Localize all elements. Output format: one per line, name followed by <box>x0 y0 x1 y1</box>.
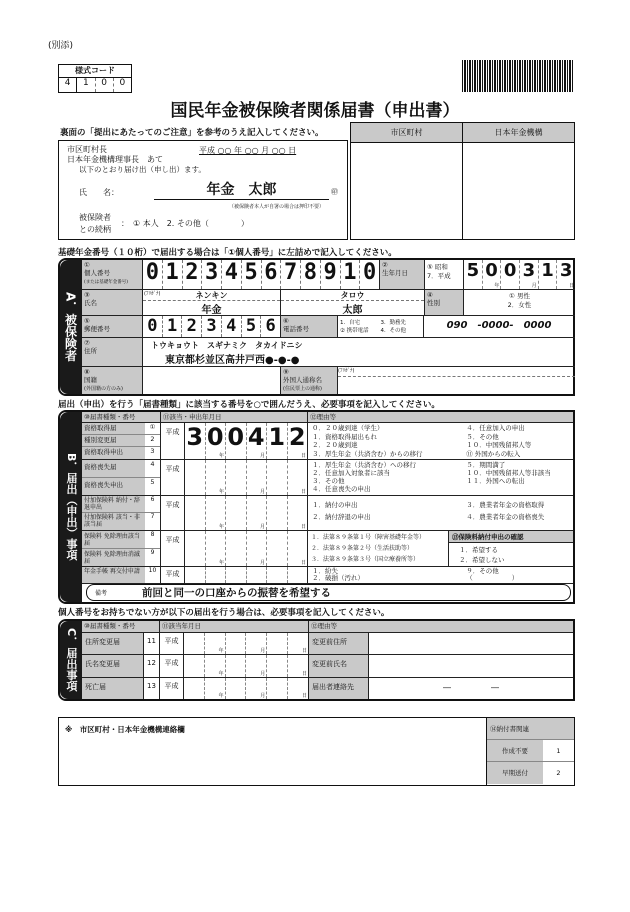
liaison-label: ※ 市区町村・日本年金機構連絡欄 <box>65 725 185 734</box>
unit-year: 年 <box>218 524 224 530</box>
reason-value[interactable] <box>369 655 573 676</box>
reason-option[interactable]: ５．その他 <box>466 432 499 441</box>
type-name: 死亡届 <box>82 678 144 699</box>
type-name: 資格喪失届 <box>82 460 145 477</box>
barcode <box>462 60 574 92</box>
type-number[interactable]: 12 <box>144 655 160 676</box>
reason-option[interactable]: ４．任意加入の申出 <box>466 424 525 432</box>
name-first[interactable]: 太郎 <box>342 305 363 316</box>
type-number[interactable]: 7 <box>150 513 155 520</box>
unit-month: 月 <box>260 692 266 699</box>
digit: 3 <box>559 260 573 281</box>
instruction-c: 個人番号をお持ちでない方が以下の届出を行う場合は、必要事項を記入してください。 <box>58 608 390 618</box>
applicant-box <box>58 140 348 240</box>
era-label: 平成 <box>161 460 185 495</box>
reason-option[interactable]: １．納付の申出 <box>312 501 358 509</box>
type-number[interactable]: 5 <box>150 478 155 486</box>
digit: 0 <box>227 423 245 451</box>
alias-sub: (住民票上の通称) <box>283 386 322 392</box>
unit-day: 日 <box>300 524 306 530</box>
digit: 0 <box>143 316 163 336</box>
reason-option[interactable]: １．紛失 <box>312 567 338 575</box>
unit-month: 月 <box>260 648 266 655</box>
unit-day: 日 <box>300 560 306 566</box>
alias-label: ⑨ 外国人通称名 <box>283 368 322 384</box>
unit-day: 日 <box>300 489 306 495</box>
reason-option-selected[interactable]: ⑪ 外国からの転入 <box>466 449 521 458</box>
attachment-label: (別添) <box>48 41 74 51</box>
era-showa[interactable]: ⑤ 昭和 <box>427 263 448 271</box>
reason-option[interactable]: ３．農業者年金の資格取得 <box>466 501 545 509</box>
nationality-label: ⑧ 国籍 <box>84 368 97 384</box>
reason-option[interactable]: ３．厚生年金（共済含む）からの移行 <box>312 449 423 458</box>
reason-option[interactable]: １．法第８９条第１号（障害基礎年金等） <box>311 534 426 541</box>
postal-code-field[interactable] <box>143 316 281 336</box>
reason-option[interactable]: ４．農業者年金の資格喪失 <box>466 513 545 521</box>
relation-options[interactable]: ： ① 本人 2. その他（ ） <box>121 219 249 228</box>
digit: 0 <box>485 260 498 281</box>
reason-option[interactable]: ４．任意喪失の申出 <box>312 485 371 493</box>
personal-number-field[interactable] <box>143 260 380 289</box>
payment-option-number[interactable]: 2 <box>556 769 561 777</box>
era-label: 平成 <box>160 655 184 676</box>
office-col-municipality: 市区町村 <box>351 123 462 143</box>
reason-option[interactable]: ２．２０歳到達 <box>312 441 358 449</box>
phone-label: ⑥ 電話番号 <box>281 316 338 336</box>
type-number[interactable]: 3 <box>150 447 155 455</box>
reason-label: 変更前氏名 <box>309 655 369 676</box>
reason-option[interactable]: ２．任意加入対象者に該当 <box>312 469 390 477</box>
unit-day: 日 <box>301 692 307 699</box>
type-name: 保険料 免除理由消滅届 <box>82 549 145 566</box>
name-last[interactable]: 年金 <box>201 305 222 316</box>
payment-confirm-label: ⑬保険料納付申出の確認 <box>449 531 573 543</box>
relation-label-2: との続柄 <box>79 225 111 234</box>
era-label: 平成 <box>160 633 184 654</box>
type-name: 年金手帳 再交付申請 <box>82 567 145 583</box>
type-number[interactable]: 2 <box>150 435 155 443</box>
statement: 以下のとおり届け出（申し出）ます。 <box>79 165 206 174</box>
reason-option[interactable]: ３．法第８９条第３号（国立療養所等） <box>311 556 420 563</box>
kana-last[interactable]: ネンキン <box>143 290 280 301</box>
type-number[interactable]: 9 <box>150 549 155 556</box>
reason-option[interactable]: ２．破損（汚れ） <box>312 574 364 582</box>
digit: 1 <box>163 260 183 289</box>
digit: 4 <box>247 423 265 451</box>
notice-text: 裏面の「提出にあたってのご注意」を参考のうえ記入してください。 <box>60 128 324 138</box>
era-label: 平成 <box>161 496 185 530</box>
address-kana[interactable]: トウキョウト スギナミク タカイドニシ <box>151 340 303 350</box>
digit: 6 <box>265 316 276 337</box>
phone-type-other[interactable]: 4．その他 <box>380 328 406 335</box>
reason-label: 届出者連絡先 <box>309 678 369 699</box>
reason-value[interactable]: ― ― <box>443 682 499 692</box>
digit: 0 <box>143 260 163 289</box>
unit-day: 日 <box>301 670 307 677</box>
digit: 2 <box>288 423 306 451</box>
payment-option-number[interactable]: 1 <box>556 747 561 755</box>
page-title: 国民年金被保険者関係届書（申出書） <box>170 101 460 121</box>
phone-type-home[interactable]: 1．自宅 <box>340 320 360 327</box>
nationality-sub: (外国籍の方のみ) <box>84 386 123 392</box>
reason-label: 変更前住所 <box>309 633 369 654</box>
digit: 9 <box>321 260 341 289</box>
office-use-box <box>350 122 575 240</box>
reason-option[interactable]: ０．２０歳到達（学生） <box>312 424 384 432</box>
reason-option[interactable]: ３．その他 <box>312 477 345 485</box>
name-field-label: ③ 氏名 <box>82 290 143 315</box>
name-label: 氏 名： <box>79 188 119 197</box>
section-c <box>58 619 575 701</box>
era-label: 平成 <box>161 531 185 566</box>
digit: 3 <box>202 260 222 289</box>
kana-first[interactable]: タロウ <box>281 290 424 301</box>
sex-label: ④ 性別 <box>425 290 464 315</box>
unit-year: 年 <box>218 692 224 699</box>
digit: 0 <box>206 423 224 451</box>
addressee-mayor: 市区町村長 <box>67 145 107 154</box>
digit: 4 <box>222 316 242 336</box>
unit-day: 日 <box>300 453 306 459</box>
digit: 4 <box>222 260 242 289</box>
date-field-3[interactable] <box>161 496 308 530</box>
phone-number[interactable]: 090 -0000- 0000 <box>446 320 552 332</box>
unit-year: 年 <box>218 670 224 677</box>
furigana-label: (ﾌﾘｶﾞﾅ) <box>144 291 161 298</box>
era-heisei[interactable]: 7．平成 <box>427 272 451 280</box>
nationality-field[interactable] <box>143 367 281 394</box>
unit-year: 年 <box>218 453 224 459</box>
reason-option[interactable]: １０．中国残留邦人等非該当 <box>466 469 551 477</box>
era-label: 平成 <box>160 678 184 699</box>
addressee-pension: 日本年金機構理事長 あて <box>67 155 163 164</box>
unit-year: 年 <box>218 489 224 495</box>
unit-month: 月 <box>259 453 265 459</box>
unit-month: 月 <box>259 560 265 566</box>
type-number[interactable]: 13 <box>144 678 160 699</box>
unit-month: 月 <box>259 489 265 495</box>
digit: 8 <box>301 260 321 289</box>
submission-date[interactable]: 平成 ○○ 年 ○○ 月 ○○ 日 <box>199 146 297 155</box>
type-number[interactable]: 8 <box>150 531 155 538</box>
header-date: ⑪該当年月日 <box>160 621 309 632</box>
digit: 2 <box>183 260 203 289</box>
type-name: 付加保険料 該当・非該当届 <box>82 513 145 530</box>
digit: 5 <box>242 260 262 289</box>
reason-option[interactable]: １１．外国への転出 <box>466 477 525 485</box>
date-field-5[interactable] <box>161 567 308 583</box>
date-field[interactable] <box>160 655 309 676</box>
form-code-box <box>58 64 132 93</box>
reason-option[interactable]: ２．納付辞退の申出 <box>312 513 371 521</box>
applicant-name[interactable]: 年金 太郎 <box>154 179 329 200</box>
form-code-digit: 0 <box>119 78 126 88</box>
digit: 3 <box>202 316 222 336</box>
digit: 0 <box>363 260 377 285</box>
type-number-selected[interactable]: ① <box>149 423 156 431</box>
header-type: ⑩届書種類・番号 <box>82 621 160 632</box>
liaison-box <box>58 717 575 786</box>
form-code-digit: 1 <box>77 78 95 92</box>
alias-field[interactable] <box>338 367 575 394</box>
reason-option[interactable]: （ ） <box>466 574 519 582</box>
reason-value[interactable] <box>369 633 573 654</box>
seal-mark: ㊞ <box>331 188 338 196</box>
era-label: 平成 <box>161 423 185 459</box>
digit: 6 <box>262 260 282 289</box>
form-code-digit: 4 <box>59 78 77 92</box>
header-reason: ⑫理由等 <box>310 413 336 421</box>
birth-date-field[interactable] <box>464 260 575 289</box>
instruction-a: 基礎年金番号（１０桁）で届出する場合は「①個人番号」に左詰めで記入してください。 <box>58 248 397 258</box>
digit: 5 <box>466 260 480 281</box>
confirm-option-yes[interactable]: １．希望する <box>459 546 498 554</box>
reason-option[interactable]: ９．その他 <box>466 567 499 575</box>
reason-option[interactable]: １０．中国残留邦人等 <box>466 441 532 449</box>
relation-label: 被保険者 <box>79 213 111 222</box>
alias-furigana-label: (ﾌﾘｶﾞﾅ) <box>338 367 575 377</box>
digit: 3 <box>522 260 536 281</box>
type-number[interactable]: 10 <box>148 567 157 574</box>
remarks-label: 備考 <box>95 590 108 597</box>
remarks-value[interactable]: 前回と同一の口座からの振替を希望する <box>142 587 331 599</box>
type-name: 資格喪失申出 <box>82 478 145 495</box>
section-c-label: C．届出事項 <box>60 621 82 699</box>
phone-type-mobile[interactable]: ② 携帯電話 <box>340 328 369 335</box>
date-field[interactable] <box>160 678 309 699</box>
personal-number-sub: (または基礎年金番号) <box>84 280 129 285</box>
digit: 1 <box>268 423 286 451</box>
sex-female[interactable]: 2．女性 <box>507 301 532 310</box>
confirm-option-no[interactable]: ２．希望しない <box>459 556 505 564</box>
birth-label: ② 生年月日 <box>380 260 425 289</box>
type-name: 資格取得届 <box>82 423 145 434</box>
type-number[interactable]: 6 <box>150 496 155 503</box>
type-number[interactable]: 11 <box>144 633 160 654</box>
digit: 2 <box>182 316 202 336</box>
form-code-label: 様式コード <box>59 65 131 78</box>
header-date: ⑪該当・申出年月日 <box>161 412 308 422</box>
type-name: 付加保険料 納付・辞退申出 <box>82 496 145 512</box>
digit: 5 <box>242 316 262 336</box>
digit: 0 <box>503 260 517 281</box>
type-name: 住所変更届 <box>82 633 144 654</box>
office-col-pension-org: 日本年金機構 <box>463 123 574 143</box>
unit-day: 日 <box>569 283 575 290</box>
reason-option[interactable]: １．資格取得届出もれ <box>312 432 377 441</box>
unit-month: 月 <box>259 524 265 530</box>
section-a-label: A．被保険者 <box>60 260 82 394</box>
address-label: ⑦ 住所 <box>82 338 143 366</box>
digit: 1 <box>541 260 554 281</box>
table-row <box>82 633 573 655</box>
type-name: 保険料 免除理由該当届 <box>82 531 145 548</box>
reason-option[interactable]: １．厚生年金（共済含む）への移行 <box>312 461 416 469</box>
section-a <box>58 258 575 396</box>
type-name: 資格取得申出 <box>82 447 145 459</box>
postal-label: ⑤ 郵便番号 <box>82 316 143 336</box>
form-code-digit: 0 <box>96 78 114 92</box>
header-reason: ⑫理由等 <box>311 622 337 630</box>
reason-option[interactable]: ５．期間満了 <box>466 461 506 469</box>
digit: 3 <box>186 423 204 451</box>
payment-slip-label: ⑭納付書関連 <box>487 718 574 740</box>
header-type: ⑩届書種類・番号 <box>82 412 161 422</box>
date-field[interactable] <box>160 633 309 654</box>
digit: 7 <box>281 260 301 289</box>
unit-day: 日 <box>301 648 307 655</box>
seal-note: （被保険者本人が自署の場合は押印不要） <box>229 204 325 210</box>
era-label: 平成 <box>161 567 185 583</box>
digit: 1 <box>341 260 361 289</box>
unit-year: 年 <box>494 283 500 290</box>
phone-type-work[interactable]: 3．勤務先 <box>380 320 406 327</box>
unit-month: 月 <box>531 283 537 290</box>
table-row <box>82 655 573 677</box>
unit-year: 年 <box>218 648 224 655</box>
reason-option[interactable]: ２．法第８９条第２号（生活扶助等） <box>311 545 414 552</box>
digit: 1 <box>163 316 183 336</box>
table-row <box>82 678 573 699</box>
unit-month: 月 <box>260 670 266 677</box>
section-b <box>58 410 575 604</box>
type-name: 種別変更届 <box>82 435 145 446</box>
payment-option-name: 作成不要 <box>487 740 543 761</box>
date-field-4[interactable] <box>161 531 308 566</box>
instruction-b: 届出（申出）を行う「届書種類」に該当する番号を○で囲んだうえ、必要事項を記入してください。 <box>58 400 440 410</box>
type-name: 氏名変更届 <box>82 655 144 676</box>
payment-option-name: 早期送付 <box>487 762 543 784</box>
type-number[interactable]: 4 <box>150 460 155 468</box>
date-field-1[interactable] <box>161 423 308 459</box>
personal-number-label: ① 個人番号 <box>84 261 110 277</box>
address-value[interactable]: 東京都杉並区高井戸西●-●-● <box>165 354 300 366</box>
unit-year: 年 <box>218 560 224 566</box>
section-b-label: B．届出（申出）事項 <box>60 412 82 602</box>
date-field-2[interactable] <box>161 460 308 495</box>
sex-male[interactable]: ① 男性 <box>509 292 530 301</box>
